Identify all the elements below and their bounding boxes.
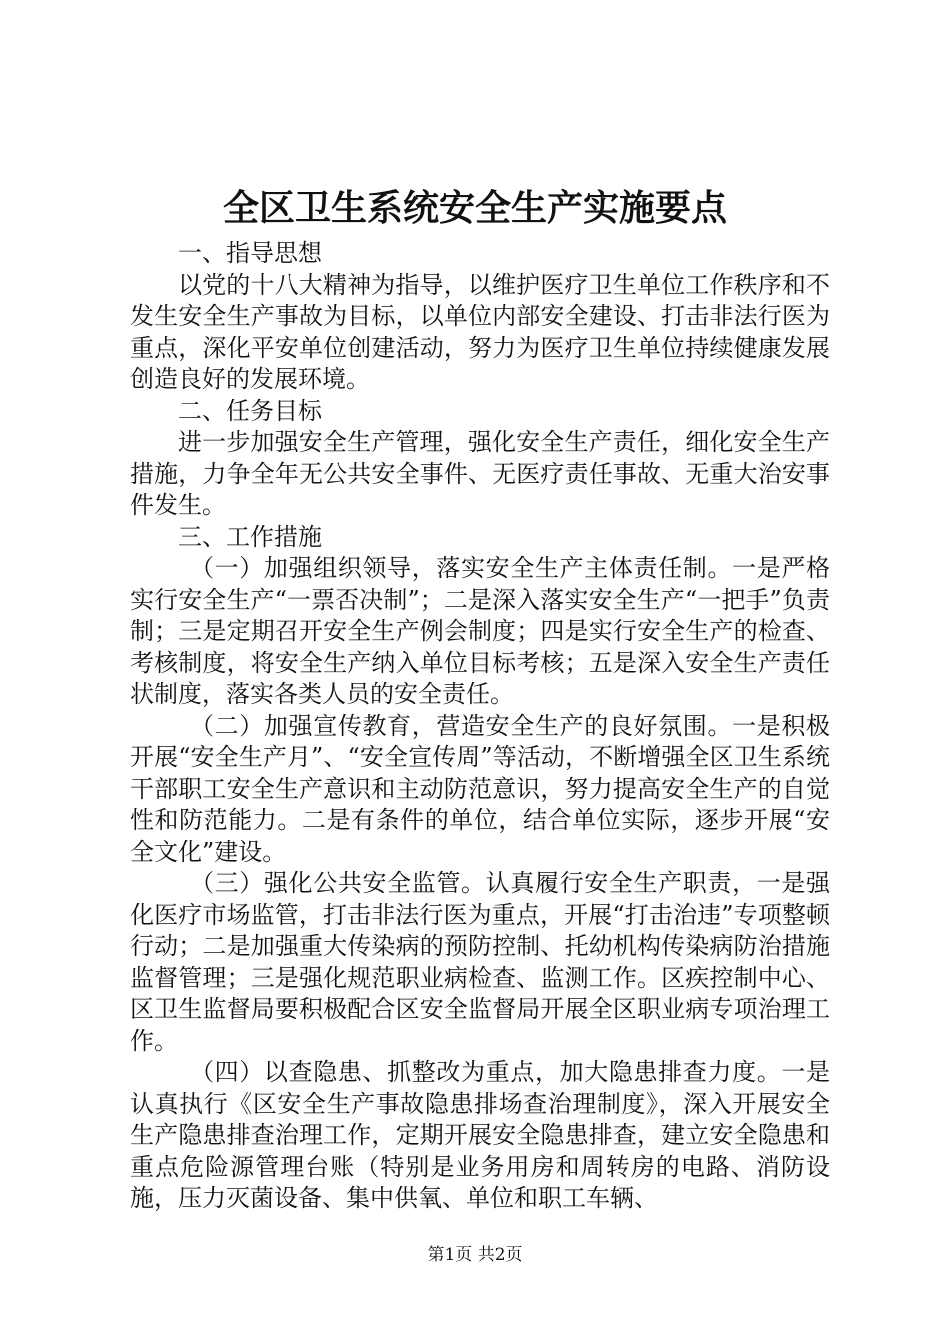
section-heading: 三、工作措施 <box>178 522 322 551</box>
document-title: 全区卫生系统安全生产实施要点 <box>222 187 727 229</box>
section-heading: 一、指导思想 <box>178 239 322 267</box>
measure-paragraph: （四）以查隐患、抓整改为重点，加大隐患排查力度。一是认真执行《区安全生产事故隐患排场查治理制度》，深入开展安全生产隐患排查治理工作，定期开展安全隐患排查，建立安全隐患和重点危险源管理台账（特别是业务用房和周转房的电路、消防设施，压力灭菌设备、集中供氧、单位和职工车辆、 <box>130 1058 830 1212</box>
section-heading: 二、任务目标 <box>178 396 322 425</box>
body-paragraph: 以党的十八大精神为指导，以维护医疗卫生单位工作秩序和不发生安全生产事故为目标，以单位内部安全建设、打击非法行医为重点，深化平安单位创建活动，努力为医疗卫生单位持续健康发展创造良好的发展环境。 <box>130 270 830 393</box>
measure-paragraph: （三）强化公共安全监管。认真履行安全生产职责，一是强化医疗市场监管，打击非法行医为重点，开展“打击治违”专项整顿行动；二是加强重大传染病的预防控制、托幼机构传染病防治措施监督管理；三是强化规范职业病检查、监测工作。区疾控制中心、区卫生监督局要积极配合区安全监督局开展全区职业病专项治理工作。 <box>130 869 830 1055</box>
document-body <box>130 238 830 1215</box>
measure-paragraph: （一）加强组织领导，落实安全生产主体责任制。一是严格实行安全生产“一票否决制”；二是深入落实安全生产“一把手”负责制；三是定期召开安全生产例会制度；四是实行安全生产的检查、考核制度，将安全生产纳入单位目标考核；五是深入安全生产责任状制度，落实各类人员的安全责任。 <box>130 554 830 708</box>
page-footer: 第1页 共2页 <box>427 1245 523 1265</box>
measure-paragraph: （二）加强宣传教育，营造安全生产的良好氛围。一是积极开展“安全生产月”、“安全宣传周”等活动，不断增强全区卫生系统干部职工安全生产意识和主动防范意识，努力提高安全生产的自觉性和防范能力。二是有条件的单位，结合单位实际，逐步开展“安全文化”建设。 <box>130 711 830 866</box>
body-paragraph: 进一步加强安全生产管理，强化安全生产责任，细化安全生产措施，力争全年无公共安全事件、无医疗责任事故、无重大治安事件发生。 <box>130 428 830 519</box>
